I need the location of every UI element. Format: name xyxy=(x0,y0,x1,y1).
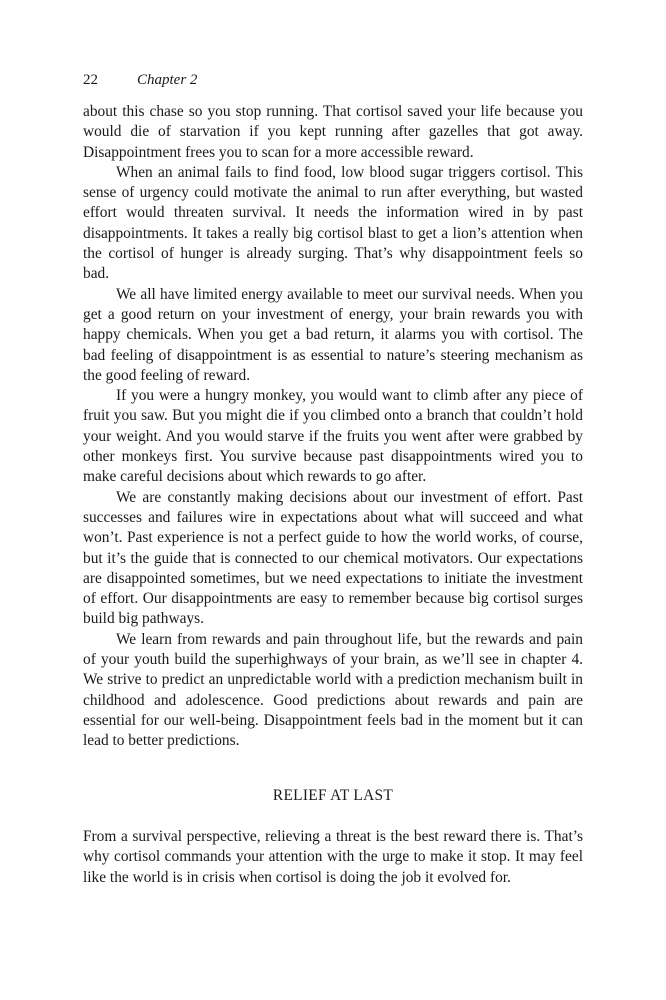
paragraph: about this chase so you stop running. That cortisol saved your life because you would die of starvation if you kept running after gazelles that got away. Disappointment frees you to scan for a more accessible reward. xyxy=(83,103,583,161)
paragraph: We are constantly making decisions about our investment of effort. Past successes and failures wire in expectations about what will succeed and what won’t. Past experience is not a perfect guide to how the world works, of course, but it’s the guide that is connected to our chemical motivators. Our expectations are disappointed sometimes, but we need expectations to initiate the investment of effort. Our disappointments are easy to remember because big cortisol surges build big pathways. xyxy=(83,488,583,628)
paragraph: When an animal fails to find food, low blood sugar triggers cortisol. This sense of urgency could motivate the animal to run after everything, but wasted effort would threaten survival. It needs the information wired in by past disappointments. It takes a really big cortisol blast to get a lion’s attention when the cortisol of hunger is already surging. That’s why disappointment feels so bad. xyxy=(83,163,583,283)
section-body xyxy=(83,827,583,888)
paragraph: We learn from rewards and pain throughout life, but the rewards and pain of your youth build the superhighways of your brain, as we’ll see in chapter 4. We strive to predict an unpredictable world with a prediction mechanism built in childhood and adolescence. Good predictions about rewards and pain are essential for our well-being. Disappointment feels bad in the moment but it can lead to better predictions. xyxy=(83,630,583,750)
page-number: 22 xyxy=(83,72,98,88)
paragraph: We all have limited energy available to meet our survival needs. When you get a good return on your investment of energy, your brain rewards you with happy chemicals. When you get a bad return, it alarms you with cortisol. The bad feeling of disappointment is as essential to nature’s steering mechanism as the good feeling of reward. xyxy=(83,285,583,384)
paragraph: If you were a hungry monkey, you would want to climb after any piece of fruit you saw. But you might die if you climbed onto a branch that couldn’t hold your weight. And you would starve if the fruits you went after were grabbed by other monkeys first. You survive because past disappointments wired you to make careful decisions about which rewards to go after. xyxy=(83,387,583,486)
chapter-label: Chapter 2 xyxy=(137,72,198,88)
section-heading: RELIEF AT LAST xyxy=(272,787,394,804)
body-text xyxy=(83,102,583,752)
paragraph: From a survival perspective, relieving a threat is the best reward there is. That’s why cortisol commands your attention with the urge to make it stop. It may feel like the world is in crisis when cortisol is doing the job it evolved for. xyxy=(83,828,583,886)
running-head xyxy=(83,70,197,90)
